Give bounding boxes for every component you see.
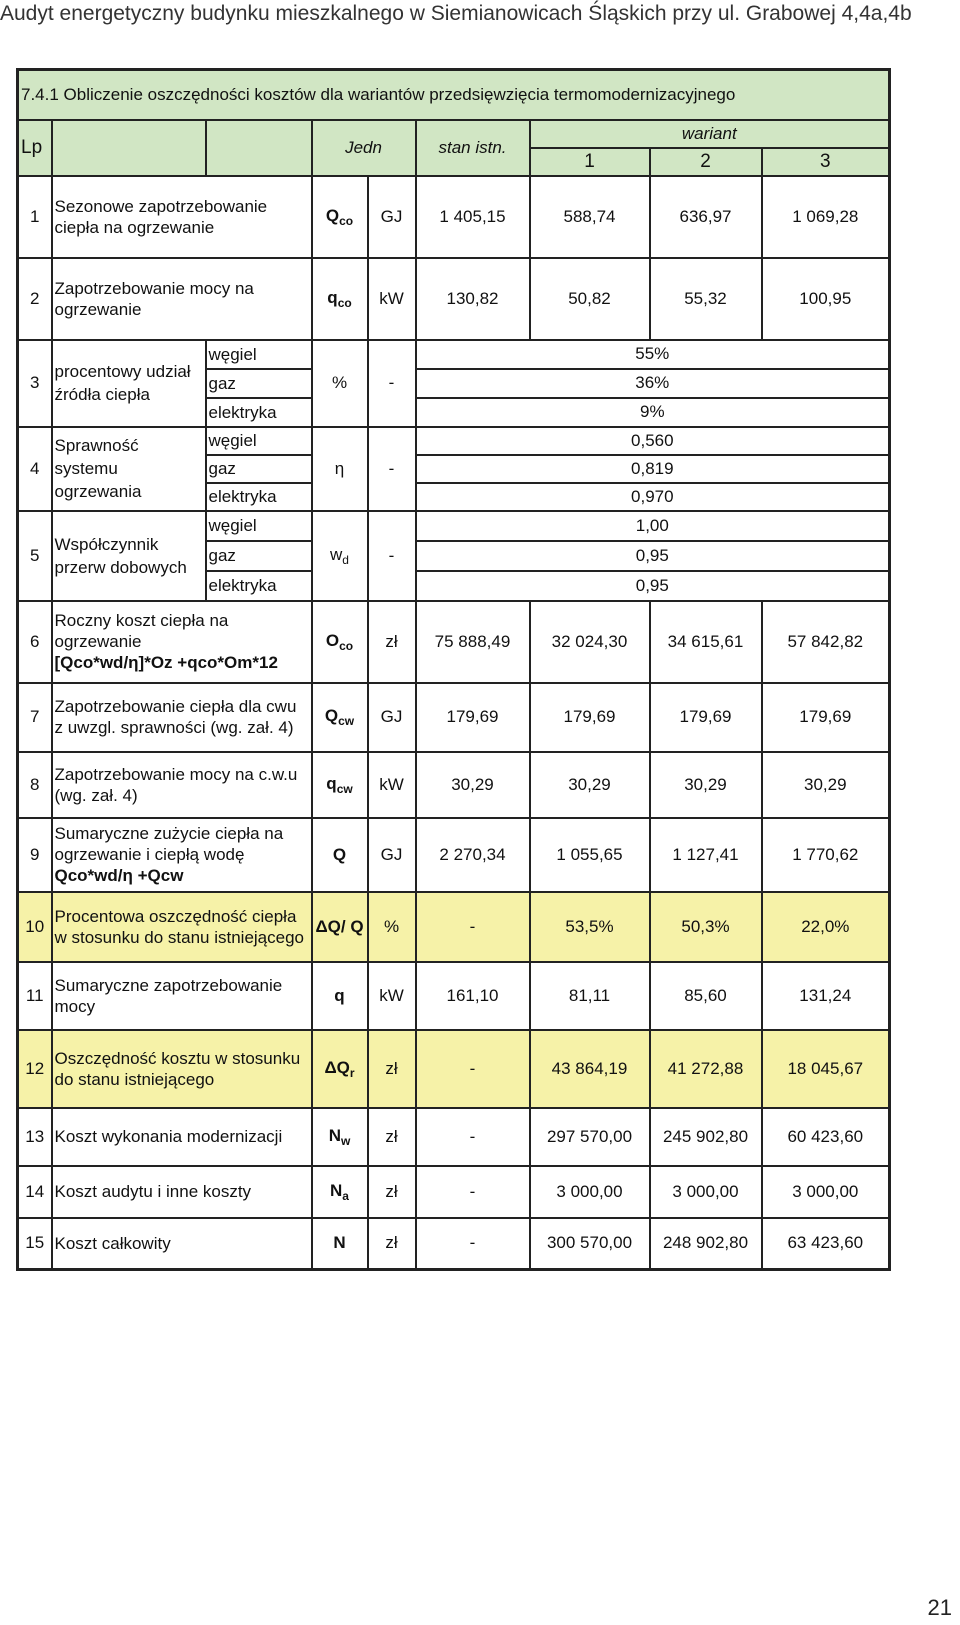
section-title-row [18, 70, 890, 120]
value-v1: 297 570,00 [530, 1108, 650, 1166]
source-coal: węgiel [206, 427, 312, 455]
row-unit: % [368, 892, 416, 962]
value-v2: 55,32 [650, 258, 762, 340]
table-row [18, 511, 890, 541]
row-label: Oszczędność kosztu w stosunku do stanu istniejącego [52, 1030, 312, 1108]
table-row [18, 258, 890, 340]
header-wariant: wariant [530, 120, 890, 148]
value-v3: 131,24 [762, 962, 890, 1030]
row-symbol: ΔQ/ Q [312, 892, 368, 962]
value-v3: 100,95 [762, 258, 890, 340]
value-v1: 179,69 [530, 683, 650, 752]
table-row [18, 962, 890, 1030]
section-title: 7.4.1 Obliczenie oszczędności kosztów dla wariantów przedsięwzięcia termomodernizacyjnego [18, 70, 890, 120]
row-label [52, 601, 312, 683]
header-row-top [18, 120, 890, 148]
value-v2: 34 615,61 [650, 601, 762, 683]
value-v1: 3 000,00 [530, 1166, 650, 1218]
row-number: 4 [18, 427, 52, 511]
source-gas: gaz [206, 541, 312, 571]
value-v1: 1 055,65 [530, 818, 650, 892]
row-number: 9 [18, 818, 52, 892]
row-label-text: Roczny koszt ciepła na ogrzewanie [54, 611, 229, 651]
row-symbol: q [312, 962, 368, 1030]
savings-table [16, 68, 891, 1271]
table-row [18, 1218, 890, 1270]
value-v2: 30,29 [650, 752, 762, 818]
value-stan: 30,29 [416, 752, 530, 818]
row-number: 10 [18, 892, 52, 962]
value-eff-gas: 0,819 [416, 455, 890, 483]
row-symbol: N [312, 1218, 368, 1270]
row-unit: kW [368, 258, 416, 340]
value-wd-gas: 0,95 [416, 541, 890, 571]
table-row [18, 892, 890, 962]
value-v2: 179,69 [650, 683, 762, 752]
value-v3: 30,29 [762, 752, 890, 818]
row-unit: zł [368, 1108, 416, 1166]
value-v1: 53,5% [530, 892, 650, 962]
row-unit: kW [368, 962, 416, 1030]
row-number: 3 [18, 340, 52, 427]
row-number: 11 [18, 962, 52, 1030]
row-number: 15 [18, 1218, 52, 1270]
row-label: procentowy udział źródła ciepła [52, 340, 206, 427]
header-jedn: Jedn [312, 120, 416, 176]
header-stan: stan istn. [416, 120, 530, 176]
value-v1: 81,11 [530, 962, 650, 1030]
row-unit: - [368, 340, 416, 427]
source-electric: elektryka [206, 483, 312, 511]
value-stan: 1 405,15 [416, 176, 530, 258]
row-unit: GJ [368, 176, 416, 258]
row-symbol: $N_a$ [312, 1166, 368, 1218]
row-unit: zł [368, 1218, 416, 1270]
row-label: Sumaryczne zapotrzebowanie mocy [52, 962, 312, 1030]
value-v3: 3 000,00 [762, 1166, 890, 1218]
value-v2: 248 902,80 [650, 1218, 762, 1270]
value-v2: 85,60 [650, 962, 762, 1030]
value-v2: 50,3% [650, 892, 762, 962]
value-v1: 300 570,00 [530, 1218, 650, 1270]
source-coal: węgiel [206, 511, 312, 541]
value-v2: 636,97 [650, 176, 762, 258]
value-stan: - [416, 1108, 530, 1166]
value-v1: 50,82 [530, 258, 650, 340]
value-stan: - [416, 1218, 530, 1270]
row-unit: zł [368, 1166, 416, 1218]
source-electric: elektryka [206, 398, 312, 427]
value-stan: 161,10 [416, 962, 530, 1030]
row-symbol: $q_{cw}$ [312, 752, 368, 818]
row-label: Zapotrzebowanie ciepła dla cwu z uwzgl. sprawności (wg. zał. 4) [52, 683, 312, 752]
row-label: Koszt wykonania modernizacji [52, 1108, 312, 1166]
value-stan: 130,82 [416, 258, 530, 340]
row-symbol: $w_d$ [312, 511, 368, 601]
value-v3: 179,69 [762, 683, 890, 752]
table-row [18, 176, 890, 258]
row-label: Sezonowe zapotrzebowanie ciepła na ogrzewanie [52, 176, 312, 258]
value-v1: 30,29 [530, 752, 650, 818]
row-symbol: $N_w$ [312, 1108, 368, 1166]
value-stan: - [416, 1030, 530, 1108]
value-v3: 63 423,60 [762, 1218, 890, 1270]
value-eff-coal: 0,560 [416, 427, 890, 455]
row-unit: kW [368, 752, 416, 818]
table-row [18, 427, 890, 455]
value-wd-electric: 0,95 [416, 571, 890, 601]
value-eff-electric: 0,970 [416, 483, 890, 511]
row-label: Procentowa oszczędność ciepła w stosunku do stanu istniejącego [52, 892, 312, 962]
value-share-electric: 9% [416, 398, 890, 427]
header-lp: Lp [18, 120, 52, 176]
value-v3: 57 842,82 [762, 601, 890, 683]
row-symbol: Q [312, 818, 368, 892]
value-v1: 43 864,19 [530, 1030, 650, 1108]
table-row [18, 1166, 890, 1218]
table-row [18, 1108, 890, 1166]
row-label: Koszt całkowity [52, 1218, 312, 1270]
row-symbol: $q_{co}$ [312, 258, 368, 340]
page-number: 21 [927, 1595, 952, 1620]
table-row [18, 683, 890, 752]
table-row [18, 601, 890, 683]
value-wd-coal: 1,00 [416, 511, 890, 541]
row-unit: - [368, 511, 416, 601]
row-number: 5 [18, 511, 52, 601]
row-number: 6 [18, 601, 52, 683]
value-v1: 32 024,30 [530, 601, 650, 683]
row-symbol: $O_{co}$ [312, 601, 368, 683]
table-row [18, 340, 890, 369]
value-share-coal: 55% [416, 340, 890, 369]
table-row [18, 752, 890, 818]
source-electric: elektryka [206, 571, 312, 601]
row-unit: GJ [368, 683, 416, 752]
row-label-text: Sumaryczne zużycie ciepła na ogrzewanie i ciepłą wodę [54, 824, 284, 864]
value-share-gas: 36% [416, 369, 890, 398]
row-symbol: η [312, 427, 368, 511]
table-row [18, 818, 890, 892]
row-unit: zł [368, 1030, 416, 1108]
value-v3: 1 770,62 [762, 818, 890, 892]
header-v3: 3 [762, 148, 890, 176]
row-label [52, 818, 312, 892]
value-v3: 18 045,67 [762, 1030, 890, 1108]
row-label: Zapotrzebowanie mocy na ogrzewanie [52, 258, 312, 340]
row-number: 2 [18, 258, 52, 340]
value-stan: - [416, 892, 530, 962]
value-v3: 1 069,28 [762, 176, 890, 258]
row-number: 8 [18, 752, 52, 818]
value-v3: 60 423,60 [762, 1108, 890, 1166]
source-gas: gaz [206, 455, 312, 483]
value-stan: - [416, 1166, 530, 1218]
row-number: 14 [18, 1166, 52, 1218]
value-v2: 1 127,41 [650, 818, 762, 892]
value-v3: 22,0% [762, 892, 890, 962]
row-number: 13 [18, 1108, 52, 1166]
row-number: 7 [18, 683, 52, 752]
row-formula: Qco*wd/η +Qcw [54, 866, 184, 885]
row-label: Sprawność systemu ogrzewania [52, 427, 206, 511]
row-unit: GJ [368, 818, 416, 892]
value-stan: 75 888,49 [416, 601, 530, 683]
value-v1: 588,74 [530, 176, 650, 258]
row-number: 12 [18, 1030, 52, 1108]
row-symbol: $\Delta Q_r$ [312, 1030, 368, 1108]
row-unit: - [368, 427, 416, 511]
table-row [18, 1030, 890, 1108]
value-v2: 41 272,88 [650, 1030, 762, 1108]
header-v2: 2 [650, 148, 762, 176]
header-v1: 1 [530, 148, 650, 176]
value-v2: 3 000,00 [650, 1166, 762, 1218]
row-label: Współczynnik przerw dobowych [52, 511, 206, 601]
page-header: Audyt energetyczny budynku mieszkalnego w Siemianowicach Śląskich przy ul. Grabowej 4,4a,4b [0, 2, 912, 25]
row-unit: zł [368, 601, 416, 683]
value-v2: 245 902,80 [650, 1108, 762, 1166]
source-coal: węgiel [206, 340, 312, 369]
row-symbol: $Q_{co}$ [312, 176, 368, 258]
value-stan: 179,69 [416, 683, 530, 752]
source-gas: gaz [206, 369, 312, 398]
row-symbol: % [312, 340, 368, 427]
row-symbol: $Q_{cw}$ [312, 683, 368, 752]
row-number: 1 [18, 176, 52, 258]
row-label: Zapotrzebowanie mocy na c.w.u (wg. zał. 4) [52, 752, 312, 818]
row-label: Koszt audytu i inne koszty [52, 1166, 312, 1218]
value-stan: 2 270,34 [416, 818, 530, 892]
row-formula: [Qco*wd/η]*Oz +qco*Om*12 [54, 653, 278, 672]
